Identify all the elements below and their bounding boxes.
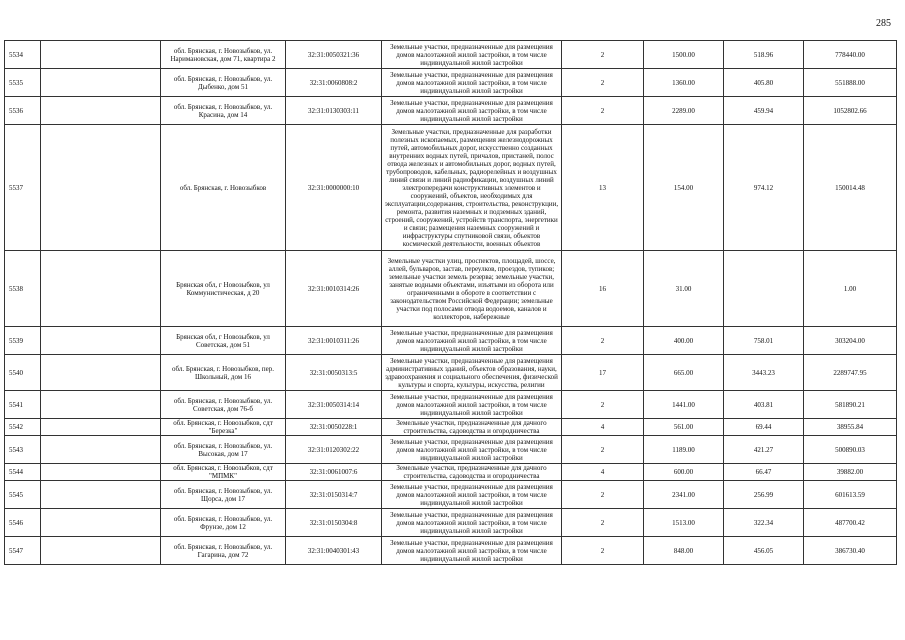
table-row: [5, 97, 897, 125]
spacer-cell: [41, 419, 161, 436]
specific-value-cell: 974.12: [724, 125, 804, 251]
table-row: [5, 251, 897, 327]
land-use-cell: Земельные участки, предназначенные для дачного строительства, садоводства и огородничества: [382, 464, 562, 481]
row-number: 5546: [5, 509, 41, 537]
land-use-cell: Земельные участки, предназначенные для размещения домов малоэтажной жилой застройки, в том числе индивидуальной жилой застройки: [382, 436, 562, 464]
category-code-cell: 2: [562, 509, 644, 537]
spacer-cell: [41, 481, 161, 509]
table-row: [5, 69, 897, 97]
specific-value-cell: 421.27: [724, 436, 804, 464]
address-cell: обл. Брянская, г. Новозыбков, ул. Высокая, дом 17: [161, 436, 286, 464]
area-cell: 665.00: [644, 355, 724, 391]
area-cell: 848.00: [644, 537, 724, 565]
specific-value-cell: 69.44: [724, 419, 804, 436]
category-code-cell: 2: [562, 391, 644, 419]
cadastral-number-cell: 32:31:0061007:6: [286, 464, 382, 481]
address-cell: обл. Брянская, г. Новозыбков, ул. Гагарина, дом 72: [161, 537, 286, 565]
area-cell: 2341.00: [644, 481, 724, 509]
row-number: 5540: [5, 355, 41, 391]
specific-value-cell: 518.96: [724, 41, 804, 69]
cadastral-value-cell: 38955.84: [804, 419, 897, 436]
cadastral-value-cell: 386730.40: [804, 537, 897, 565]
row-number: 5547: [5, 537, 41, 565]
cadastral-number-cell: 32:31:0130303:11: [286, 97, 382, 125]
category-code-cell: 2: [562, 481, 644, 509]
cadastral-number-cell: 32:31:0150304:8: [286, 509, 382, 537]
cadastral-value-cell: 601613.59: [804, 481, 897, 509]
land-use-cell: Земельные участки, предназначенные для размещения домов малоэтажной жилой застройки, в том числе индивидуальной жилой застройки: [382, 327, 562, 355]
cadastral-number-cell: 32:31:0000000:10: [286, 125, 382, 251]
area-cell: 561.00: [644, 419, 724, 436]
cadastral-number-cell: 32:31:0050313:5: [286, 355, 382, 391]
cadastral-value-cell: 581890.21: [804, 391, 897, 419]
address-cell: обл. Брянская, г. Новозыбков, ул. Фрунзе, дом 12: [161, 509, 286, 537]
category-code-cell: 2: [562, 436, 644, 464]
table-row: [5, 355, 897, 391]
land-use-cell: Земельные участки, предназначенные для размещения домов малоэтажной жилой застройки, в том числе индивидуальной жилой застройки: [382, 97, 562, 125]
cadastral-value-cell: 39882.00: [804, 464, 897, 481]
land-use-cell: Земельные участки, предназначенные для размещения домов малоэтажной жилой застройки, в том числе индивидуальной жилой застройки: [382, 391, 562, 419]
spacer-cell: [41, 436, 161, 464]
land-use-cell: Земельные участки, предназначенные для размещения домов малоэтажной жилой застройки, в том числе индивидуальной жилой застройки: [382, 537, 562, 565]
table-row: [5, 391, 897, 419]
cadastral-value-cell: 2289747.95: [804, 355, 897, 391]
table-row: [5, 436, 897, 464]
area-cell: 2289.00: [644, 97, 724, 125]
spacer-cell: [41, 41, 161, 69]
area-cell: 600.00: [644, 464, 724, 481]
row-number: 5535: [5, 69, 41, 97]
row-number: 5542: [5, 419, 41, 436]
category-code-cell: 2: [562, 327, 644, 355]
category-code-cell: 2: [562, 69, 644, 97]
cadastral-number-cell: 32:31:0010311:26: [286, 327, 382, 355]
area-cell: 1189.00: [644, 436, 724, 464]
land-use-cell: Земельные участки улиц, проспектов, площадей, шоссе, аллей, бульваров, застав, переулков, проездов, тупиков; земельные участки земель резерва; земельные участки, занятые водными объектами, изъятыми из оборота или ограниченными в обороте в соответствии с законодательством Российской Федерации; земельные участки под полосами отвода водоемов, каналов и коллекторов, набережные: [382, 251, 562, 327]
table-row: [5, 537, 897, 565]
spacer-cell: [41, 509, 161, 537]
cadastral-register-table: [4, 40, 897, 565]
specific-value-cell: [724, 251, 804, 327]
page-number: 285: [876, 18, 891, 29]
row-number: 5539: [5, 327, 41, 355]
cadastral-value-cell: 1.00: [804, 251, 897, 327]
spacer-cell: [41, 97, 161, 125]
address-cell: Брянская обл, г Новозыбков, ул Советская, дом 51: [161, 327, 286, 355]
address-cell: обл. Брянская, г. Новозыбков, сдт "Березка": [161, 419, 286, 436]
land-use-cell: Земельные участки, предназначенные для размещения домов малоэтажной жилой застройки, в том числе индивидуальной жилой застройки: [382, 481, 562, 509]
address-cell: обл. Брянская, г. Новозыбков, ул. Красина, дом 14: [161, 97, 286, 125]
cadastral-number-cell: 32:31:0050321:36: [286, 41, 382, 69]
category-code-cell: 2: [562, 537, 644, 565]
category-code-cell: 2: [562, 97, 644, 125]
category-code-cell: 17: [562, 355, 644, 391]
cadastral-number-cell: 32:31:0050314:14: [286, 391, 382, 419]
area-cell: 400.00: [644, 327, 724, 355]
specific-value-cell: 405.80: [724, 69, 804, 97]
table-row: [5, 509, 897, 537]
land-use-cell: Земельные участки, предназначенные для дачного строительства, садоводства и огородничества: [382, 419, 562, 436]
land-use-cell: Земельные участки, предназначенные для размещения административных зданий, объектов образования, науки, здравоохранения и социального обеспечения, физической культуры и спорта, культуры, искусства, религии: [382, 355, 562, 391]
cadastral-value-cell: 150014.48: [804, 125, 897, 251]
cadastral-value-cell: 487700.42: [804, 509, 897, 537]
area-cell: 1441.00: [644, 391, 724, 419]
cadastral-number-cell: 32:31:0120302:22: [286, 436, 382, 464]
area-cell: 31.00: [644, 251, 724, 327]
specific-value-cell: 758.01: [724, 327, 804, 355]
land-use-cell: Земельные участки, предназначенные для разработки полезных ископаемых, размещения железнодорожных путей, автомобильных дорог, искусственно созданных внутренних водных путей, причалов, пристаней, полос отвода железных и автомобильных дорог, водных путей, трубопроводов, кабельных, радиорелейных и воздушных линий связи и линий радиофикации, воздушных линий электропередачи конструктивных элементов и сооружений, объектов, необходимых для эксплуатации,содержания, строительства, реконструкции, ремонта, развития наземных и подземных зданий, строений, сооружений, устройств транспорта, энергетики и связи; размещения наземных сооружений и инфраструктуры спутниковой связи, объектов космической деятельности, военных объектов: [382, 125, 562, 251]
spacer-cell: [41, 391, 161, 419]
area-cell: 1360.00: [644, 69, 724, 97]
table-row: [5, 41, 897, 69]
row-number: 5541: [5, 391, 41, 419]
table-row: [5, 125, 897, 251]
category-code-cell: 4: [562, 464, 644, 481]
table-row: [5, 327, 897, 355]
address-cell: обл. Брянская, г. Новозыбков: [161, 125, 286, 251]
spacer-cell: [41, 327, 161, 355]
land-use-cell: Земельные участки, предназначенные для размещения домов малоэтажной жилой застройки, в том числе индивидуальной жилой застройки: [382, 509, 562, 537]
area-cell: 1513.00: [644, 509, 724, 537]
land-use-cell: Земельные участки, предназначенные для размещения домов малоэтажной жилой застройки, в том числе индивидуальной жилой застройки: [382, 41, 562, 69]
land-use-cell: Земельные участки, предназначенные для размещения домов малоэтажной жилой застройки, в том числе индивидуальной жилой застройки: [382, 69, 562, 97]
row-number: 5536: [5, 97, 41, 125]
specific-value-cell: 403.81: [724, 391, 804, 419]
table-body: [5, 41, 897, 565]
address-cell: обл. Брянская, г. Новозыбков, ул. Наримановская, дом 71, квартира 2: [161, 41, 286, 69]
table-row: [5, 481, 897, 509]
row-number: 5544: [5, 464, 41, 481]
table-row: [5, 419, 897, 436]
address-cell: обл. Брянская, г. Новозыбков, ул. Дыбенко, дом 51: [161, 69, 286, 97]
row-number: 5537: [5, 125, 41, 251]
cadastral-value-cell: 303204.00: [804, 327, 897, 355]
row-number: 5534: [5, 41, 41, 69]
row-number: 5538: [5, 251, 41, 327]
specific-value-cell: 459.94: [724, 97, 804, 125]
specific-value-cell: 456.05: [724, 537, 804, 565]
category-code-cell: 13: [562, 125, 644, 251]
address-cell: обл. Брянская, г. Новозыбков, ул. Щорса, дом 17: [161, 481, 286, 509]
address-cell: обл. Брянская, г. Новозыбков, сдт "МПМК": [161, 464, 286, 481]
specific-value-cell: 3443.23: [724, 355, 804, 391]
category-code-cell: 16: [562, 251, 644, 327]
spacer-cell: [41, 355, 161, 391]
cadastral-number-cell: 32:31:0010314:26: [286, 251, 382, 327]
cadastral-value-cell: 1052802.66: [804, 97, 897, 125]
address-cell: Брянская обл, г Новозыбков, ул Коммунистическая, д 20: [161, 251, 286, 327]
area-cell: 154.00: [644, 125, 724, 251]
cadastral-number-cell: 32:31:0150314:7: [286, 481, 382, 509]
cadastral-value-cell: 500890.03: [804, 436, 897, 464]
specific-value-cell: 256.99: [724, 481, 804, 509]
row-number: 5543: [5, 436, 41, 464]
cadastral-number-cell: 32:31:0060808:2: [286, 69, 382, 97]
category-code-cell: 4: [562, 419, 644, 436]
area-cell: 1500.00: [644, 41, 724, 69]
address-cell: обл. Брянская, г. Новозыбков, пер. Школьный, дом 16: [161, 355, 286, 391]
specific-value-cell: 322.34: [724, 509, 804, 537]
spacer-cell: [41, 251, 161, 327]
cadastral-value-cell: 551888.00: [804, 69, 897, 97]
spacer-cell: [41, 464, 161, 481]
spacer-cell: [41, 125, 161, 251]
cadastral-value-cell: 778440.00: [804, 41, 897, 69]
cadastral-number-cell: 32:31:0050228:1: [286, 419, 382, 436]
address-cell: обл. Брянская, г. Новозыбков, ул. Советская, дом 76-б: [161, 391, 286, 419]
specific-value-cell: 66.47: [724, 464, 804, 481]
spacer-cell: [41, 537, 161, 565]
table-row: [5, 464, 897, 481]
row-number: 5545: [5, 481, 41, 509]
category-code-cell: 2: [562, 41, 644, 69]
spacer-cell: [41, 69, 161, 97]
cadastral-number-cell: 32:31:0040301:43: [286, 537, 382, 565]
